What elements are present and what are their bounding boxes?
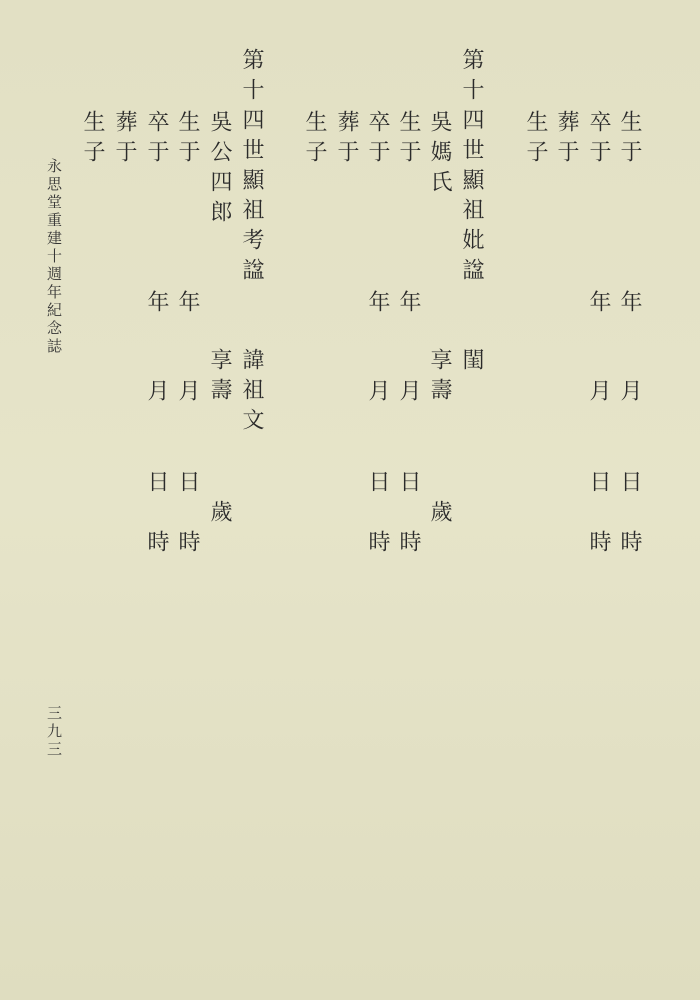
middle-sons-label: 生子 <box>302 110 327 170</box>
middle-born-day: 日 <box>396 470 421 492</box>
left-died-hour: 時 <box>144 530 169 552</box>
left-title: 第十四世顯祖考諡 <box>239 48 264 288</box>
middle-age-prefix: 享壽 <box>427 348 452 408</box>
right-died-label: 卒于 <box>586 110 611 170</box>
right-buried-label: 葬于 <box>554 110 579 170</box>
left-buried-label: 葬于 <box>112 110 137 170</box>
middle-born-label: 生于 <box>396 110 421 170</box>
left-born-hour: 時 <box>175 530 200 552</box>
middle-died-hour: 時 <box>365 530 390 552</box>
middle-buried-label: 葬于 <box>334 110 359 170</box>
right-born-day: 日 <box>617 470 642 492</box>
middle-hui: 閨 <box>459 348 484 370</box>
middle-born-hour: 時 <box>396 530 421 552</box>
left-born-year: 年 <box>175 290 200 312</box>
right-died-day: 日 <box>586 470 611 492</box>
left-born-label: 生于 <box>175 110 200 170</box>
middle-title: 第十四世顯祖妣諡 <box>459 48 484 288</box>
right-died-month: 月 <box>586 379 611 401</box>
middle-age-suffix: 歲 <box>427 500 452 522</box>
right-sons-label: 生子 <box>523 110 548 170</box>
right-born-month: 月 <box>617 379 642 401</box>
left-hui: 諱祖文 <box>239 348 264 438</box>
left-died-label: 卒于 <box>144 110 169 170</box>
left-name: 吳公四郎 <box>207 110 232 230</box>
middle-name: 吳媽氏 <box>427 110 452 200</box>
left-age-prefix: 享壽 <box>207 348 232 408</box>
left-born-day: 日 <box>175 470 200 492</box>
middle-born-month: 月 <box>396 379 421 401</box>
running-header: 永思堂重建十週年紀念誌 <box>45 158 63 356</box>
middle-died-year: 年 <box>365 290 390 312</box>
middle-died-month: 月 <box>365 379 390 401</box>
left-died-day: 日 <box>144 470 169 492</box>
left-age-suffix: 歲 <box>207 500 232 522</box>
left-born-month: 月 <box>175 379 200 401</box>
middle-died-day: 日 <box>365 470 390 492</box>
right-died-hour: 時 <box>586 530 611 552</box>
right-born-label: 生于 <box>617 110 642 170</box>
middle-born-year: 年 <box>396 290 421 312</box>
right-born-hour: 時 <box>617 530 642 552</box>
right-born-year: 年 <box>617 290 642 312</box>
page-number: 三九三 <box>45 705 63 759</box>
left-sons-label: 生子 <box>80 110 105 170</box>
middle-died-label: 卒于 <box>365 110 390 170</box>
left-died-month: 月 <box>144 379 169 401</box>
left-died-year: 年 <box>144 290 169 312</box>
right-died-year: 年 <box>586 290 611 312</box>
